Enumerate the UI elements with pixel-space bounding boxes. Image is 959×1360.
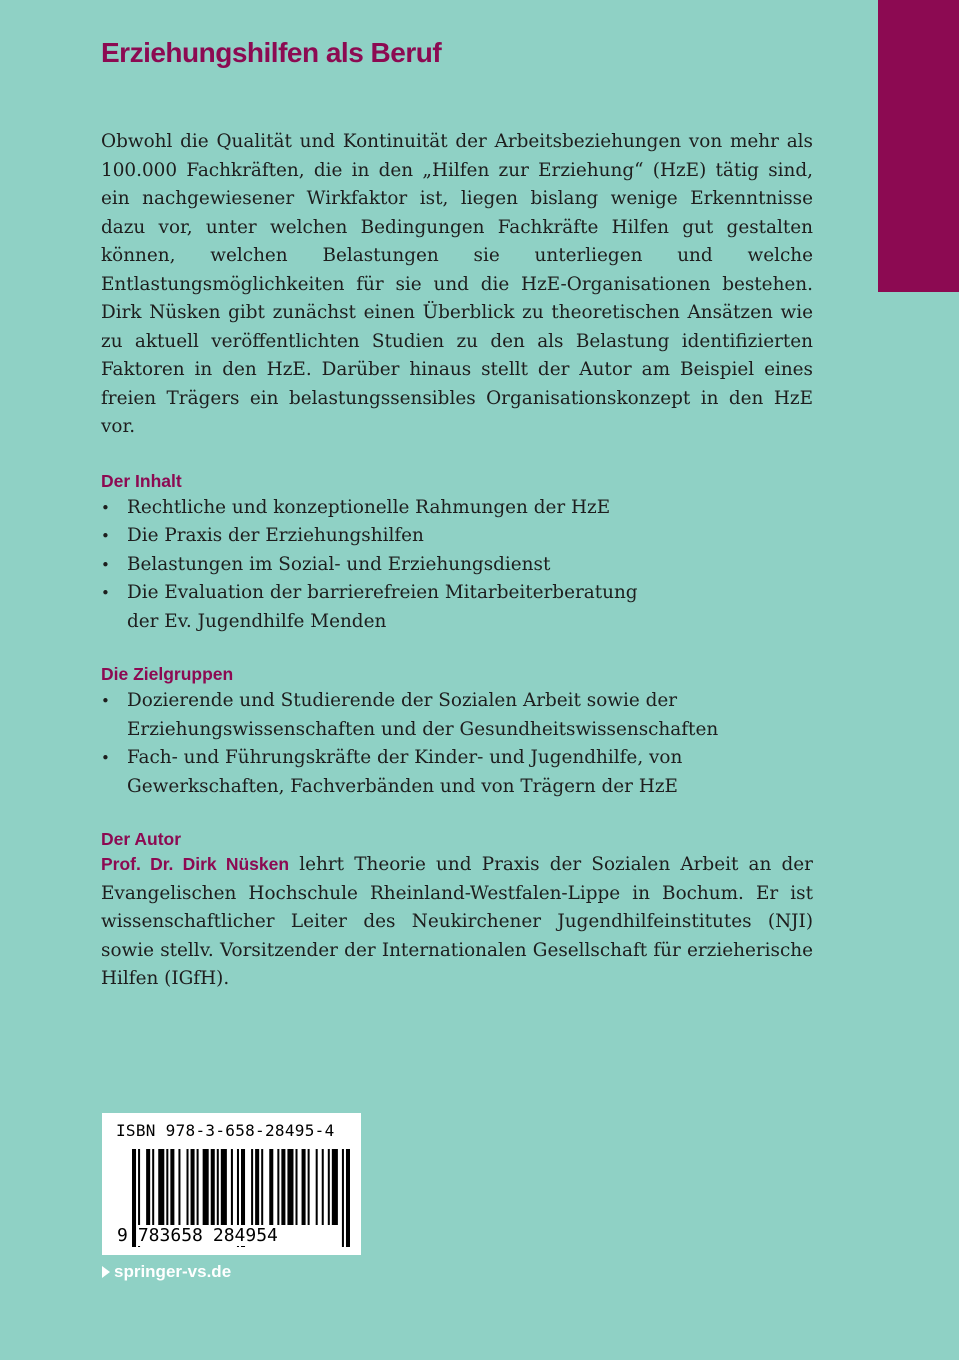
barcode-bar — [197, 1149, 199, 1225]
author-paragraph — [101, 850, 813, 994]
barcode-bar — [281, 1149, 285, 1225]
author-bio: lehrt Theorie und Praxis der Sozialen Arbeit an der Evangelischen Hochschule Rheinland-Westfalen-Lippe in Bochum. Er ist wissenschaftlicher Leiter des Neukirchener Jugendhilfeinstitutes (NJI) sowie stellv. Vorsitzender der Internationalen Gesellschaft für erzieherische Hilfen (IGfH). — [101, 854, 813, 989]
isbn-label: ISBN 978-3-658-28495-4 — [116, 1121, 335, 1140]
barcode-bar — [191, 1149, 195, 1225]
barcode-bar — [203, 1149, 209, 1225]
barcode-digits-left: 783658 — [137, 1225, 203, 1246]
barcode-bar — [287, 1149, 293, 1225]
barcode-bar — [346, 1149, 350, 1247]
heading-inhalt: Der Inhalt — [101, 470, 182, 491]
zielgruppen-list — [101, 687, 813, 801]
list-item: • Die Evaluation der barrierefreien Mitarbeiterberatung der Ev. Jugendhilfe Menden — [101, 579, 813, 636]
arrow-right-icon — [102, 1266, 110, 1278]
barcode-bar — [328, 1149, 330, 1225]
barcode-digit-lead: 9 — [117, 1225, 128, 1246]
barcode-bar — [251, 1149, 253, 1225]
accent-side-bar — [878, 0, 959, 292]
barcode-bar — [178, 1149, 180, 1225]
barcode-bar — [332, 1149, 338, 1225]
barcode-bar — [187, 1149, 189, 1225]
barcode-bar — [342, 1149, 344, 1247]
barcode-bar — [231, 1149, 233, 1225]
inhalt-list — [101, 494, 813, 637]
list-item: • Rechtliche und konzeptionelle Rahmungen der HzE — [101, 494, 813, 523]
barcode-bar — [261, 1149, 263, 1225]
barcode-bar — [170, 1149, 174, 1225]
barcode-bar — [302, 1149, 306, 1225]
barcode-bar — [146, 1149, 150, 1225]
publisher-link[interactable] — [102, 1262, 231, 1282]
barcode-bar — [269, 1149, 273, 1225]
barcode-bar — [308, 1149, 310, 1225]
heading-autor: Der Autor — [101, 829, 182, 849]
list-item: • Dozierende und Studierende der Sozialen Arbeit sowie der Erziehungswissenschaften und der Gesundheitswissenschaften — [101, 687, 813, 744]
barcode-bar — [316, 1149, 318, 1225]
barcode-bar — [217, 1149, 219, 1225]
barcode-bar — [296, 1149, 298, 1225]
list-item: • Belastungen im Sozial- und Erziehungsdienst — [101, 551, 813, 580]
author-name: Prof. Dr. Dirk Nüsken — [101, 854, 290, 874]
list-item: • Die Praxis der Erziehungshilfen — [101, 522, 813, 551]
barcode-digits — [116, 1225, 279, 1246]
list-item: • Fach- und Führungskräfte der Kinder- und Jugendhilfe, von Gewerkschaften, Fachverbänden und von Trägern der HzE — [101, 744, 813, 801]
barcode-bar — [277, 1149, 279, 1225]
barcode-bar — [158, 1149, 164, 1225]
barcode-bar — [322, 1149, 324, 1225]
blurb-content — [101, 128, 813, 994]
barcode-digits-right: 284954 — [212, 1225, 278, 1246]
barcode-bar — [211, 1149, 215, 1225]
publisher-url: springer-vs.de — [114, 1262, 232, 1281]
book-title: Erziehungshilfen als Beruf — [101, 37, 442, 68]
intro-paragraph: Obwohl die Qualität und Kontinuität der Arbeitsbeziehungen von mehr als 100.000 Fachkräften, die in den „Hilfen zur Erziehung“ (HzE) tätig sind, ein nachgewiesener Wirkfaktor ist, liegen bislang wenige Erkenntnisse dazu vor, unter welchen Bedingungen Fachkräfte Hilfen gut gestalten können, welchen Belastungen sie unterliegen und welche Entlastungsmöglichkeiten für sie und die HzE-Organisationen bestehen. Dirk Nüsken gibt zunächst einen Überblick zu theoretischen Ansätzen wie zu aktuell veröffentlichten Studien zu den als Belastung identifizierten Faktoren in den HzE. Darüber hinaus stellt der Autor am Beispiel eines freien Trägers ein belastungssensibles Organisationskonzept in den HzE vor. — [101, 131, 813, 437]
barcode-bar — [255, 1149, 259, 1225]
barcode-bar — [152, 1149, 154, 1225]
isbn-barcode — [102, 1113, 361, 1255]
heading-zielgruppen: Die Zielgruppen — [101, 664, 234, 684]
barcode-bar — [166, 1149, 168, 1225]
barcode-bar — [221, 1149, 227, 1225]
